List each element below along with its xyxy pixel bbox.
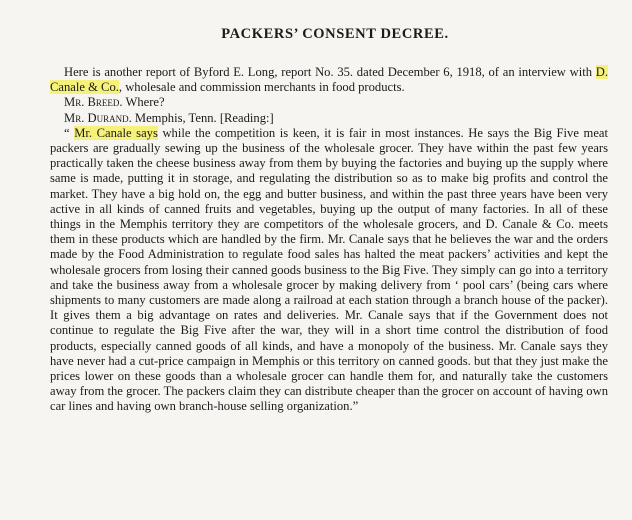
intro-suffix: , wholesale and commission merchants in food products. — [118, 80, 405, 95]
durand-text: Memphis, Tenn. [Reading:] — [131, 110, 274, 125]
quote-text: while the competition is keen, it is fair in most instances. He says the Big Five meat packers are gradually sewing up the business of the wholesale grocer. They have within the past few years practically taken the cheese business away from them by buying the factories and buying up the supply where same is made, putting it in storage, and regulating the distribution so as to make big profits and control the market. They have a big hold on, the egg and butter business, and within the past three years have been very active in all kinds of canned fruits and vegetables, buying up the output of many factories. In all of these things in the Memphis territory they are competitors of the wholesale grocers, and D. Canale & Co. meets them in these products which are handled by the firm. Mr. Canale says that he believes the war and the orders made by the Food Administration to regulate food sales has halted the meat packers’ activities and kept the wholesale grocers from losing their canned goods business to the Big Five. They simply can go into a territory and take the business away from a wholesale grocer by making delivery from ‘ pool cars’ (being cars where shipments to many customers are made along a railroad at each station through a branch house of the packer). It gives them a big advantage on rates and deliveries. Mr. Canale says that if the Government does not continue to regulate the Big Five after the war, they will in a short time control the distribution of food products, especially canned goods of all kinds, and have a monopoly of the business. Mr. Canale says they have never had a cut-price campaign in Memphis or this territory on canned goods. but that they just make the prices lower on these goods than a wholesale grocer can handle them for, and naturally take the customers away from the grocer. The packers claim they can distribute cheaper than the grocer on account of having own car lines and having own branch-house selling organization.” — [50, 125, 608, 414]
page-title: PACKERS’ CONSENT DECREE. — [221, 26, 449, 42]
quote-open: “ — [64, 125, 75, 140]
quote-paragraph — [50, 126, 608, 415]
breed-text: Where? — [122, 95, 165, 110]
highlighted-company-name: D. Canale & Co. — [50, 65, 608, 95]
breed-paragraph — [50, 95, 608, 110]
durand-paragraph — [50, 111, 608, 126]
intro-paragraph — [50, 65, 608, 95]
highlighted-speaker-phrase: Mr. Canale says — [74, 125, 158, 140]
speaker-durand: Mr. Durand. — [64, 110, 132, 125]
document-body — [50, 65, 608, 415]
intro-prefix: Here is another report of Byford E. Long, report No. 35. dated December 6, 1918, of an interview with — [64, 65, 596, 79]
speaker-breed: Mr. Breed. — [64, 95, 123, 110]
